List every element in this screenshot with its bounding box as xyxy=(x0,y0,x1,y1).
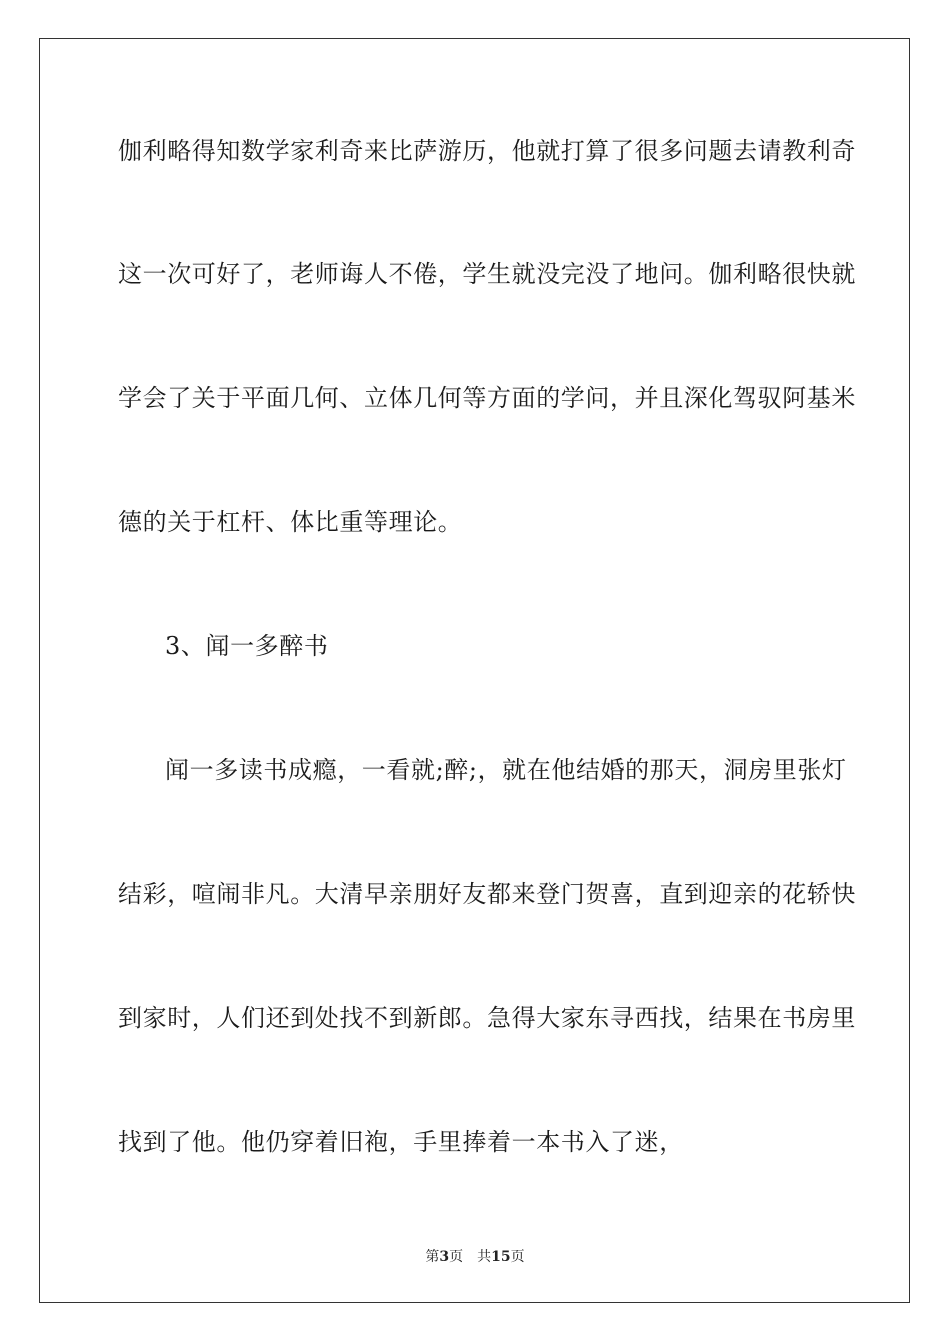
paragraph-line: 这一次可好了，老师诲人不倦，学生就没完没了地问。伽利略很快就 xyxy=(118,260,856,288)
paragraph-line: 伽利略得知数学家利奇来比萨游历，他就打算了很多问题去请教利奇 xyxy=(118,137,856,165)
page-prefix: 第 xyxy=(425,1249,440,1265)
paragraph-line: 结彩，喧闹非凡。大清早亲朋好友都来登门贺喜，直到迎亲的花轿快 xyxy=(118,880,856,908)
paragraph-line: 学会了关于平面几何、立体几何等方面的学问，并且深化驾驭阿基米 xyxy=(118,384,856,412)
paragraph-line: 德的关于杠杆、体比重等理论。 xyxy=(118,508,463,536)
page-suffix: 页 xyxy=(449,1249,464,1265)
total-prefix: 共 xyxy=(477,1249,492,1265)
paragraph-line: 闻一多读书成瘾，一看就;醉;，就在他结婚的那天，洞房里张灯 xyxy=(165,756,847,784)
page-footer xyxy=(0,1247,950,1267)
page-number: 3 xyxy=(439,1249,450,1265)
total-suffix: 页 xyxy=(510,1249,525,1265)
section-heading: 3、闻一多醉书 xyxy=(165,632,329,660)
total-pages: 15 xyxy=(491,1249,511,1265)
page-border xyxy=(39,38,910,1303)
paragraph-line: 到家时，人们还到处找不到新郎。急得大家东寻西找，结果在书房里 xyxy=(118,1004,856,1032)
paragraph-line: 找到了他。他仍穿着旧袍，手里捧着一本书入了迷， xyxy=(118,1128,684,1156)
